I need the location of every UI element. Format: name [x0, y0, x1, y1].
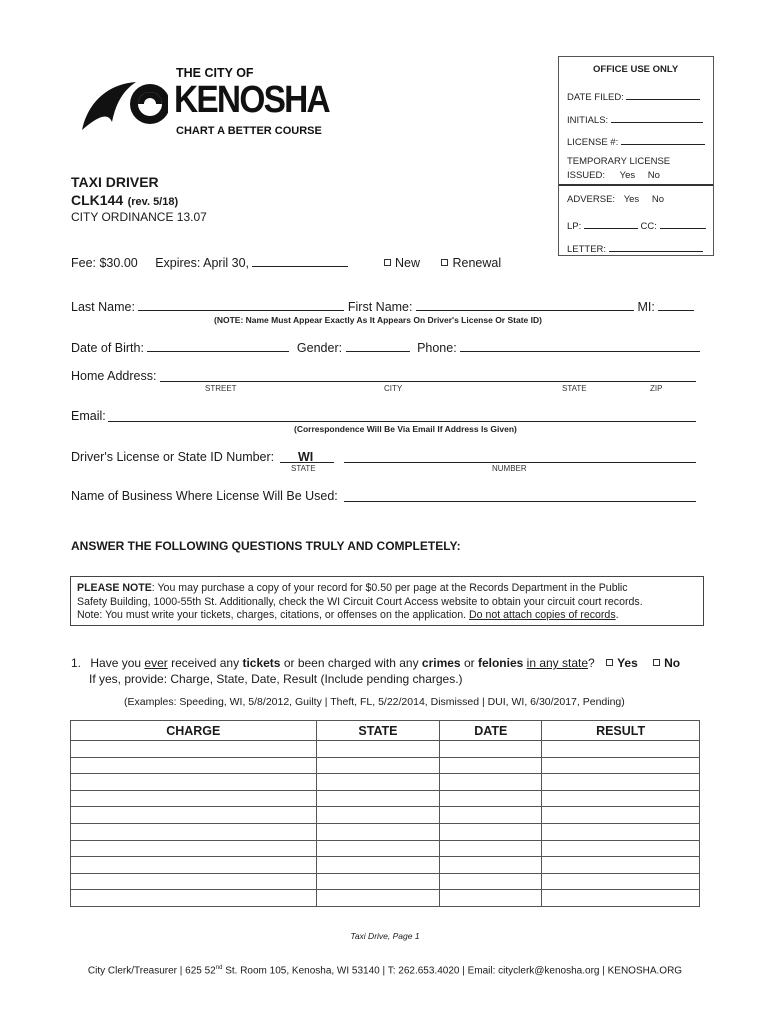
- col-charge: CHARGE: [71, 721, 317, 741]
- cell-charge[interactable]: [71, 873, 317, 890]
- cell-result[interactable]: [542, 857, 700, 874]
- city-logo: [78, 66, 328, 138]
- cell-state[interactable]: [316, 840, 440, 857]
- addr-city-label: CITY: [384, 384, 403, 393]
- license-label: LICENSE #:: [567, 137, 619, 148]
- cell-date[interactable]: [440, 741, 542, 758]
- notice-bold: PLEASE NOTE: [77, 582, 152, 594]
- table-row: [71, 823, 700, 840]
- date-filed-label: DATE FILED:: [567, 92, 624, 103]
- cell-state[interactable]: [316, 873, 440, 890]
- logo-line-2: KENOSHA: [174, 79, 329, 121]
- adverse-yes[interactable]: Yes: [623, 194, 640, 205]
- issued-yes[interactable]: Yes: [619, 170, 636, 181]
- notice-line-3: [77, 609, 697, 623]
- date-filed-field[interactable]: [567, 88, 700, 103]
- col-result: RESULT: [542, 721, 700, 741]
- issued-no[interactable]: No: [647, 170, 660, 181]
- temp-license-label: TEMPORARY LICENSE: [567, 156, 671, 167]
- form-code-line: [71, 192, 178, 210]
- cell-date[interactable]: [440, 840, 542, 857]
- cell-charge[interactable]: [71, 857, 317, 874]
- expires-year-line[interactable]: [252, 255, 348, 267]
- last-name-line[interactable]: [138, 299, 344, 311]
- cell-state[interactable]: [316, 757, 440, 774]
- initials-field[interactable]: [567, 111, 703, 126]
- lp-line[interactable]: [584, 217, 638, 229]
- q1-text: Have you ever received any tickets or been charged with any crimes or felonies in any state?: [90, 656, 595, 670]
- ordinance: CITY ORDINANCE 13.07: [71, 210, 207, 224]
- cell-date[interactable]: [440, 857, 542, 874]
- issued-row: [567, 170, 660, 181]
- table-row: [71, 790, 700, 807]
- email-line[interactable]: [108, 421, 696, 422]
- adverse-row: [567, 194, 664, 205]
- cell-charge[interactable]: [71, 890, 317, 907]
- cell-charge[interactable]: [71, 741, 317, 758]
- notice-box: [70, 576, 704, 626]
- logo-line-1: THE CITY OF: [176, 66, 254, 80]
- col-date: DATE: [440, 721, 542, 741]
- table-row: [71, 741, 700, 758]
- new-label: New: [394, 256, 420, 270]
- cell-date[interactable]: [440, 807, 542, 824]
- office-divider: [559, 184, 713, 186]
- office-title: OFFICE USE ONLY: [593, 64, 679, 75]
- record-table-body: [71, 741, 700, 907]
- cell-result[interactable]: [542, 840, 700, 857]
- fee-row: [71, 255, 501, 270]
- first-name-label: First Name:: [347, 300, 413, 314]
- phone-line[interactable]: [460, 340, 700, 352]
- business-label: Name of Business Where License Will Be Used:: [71, 489, 338, 503]
- cell-charge[interactable]: [71, 774, 317, 791]
- table-row: [71, 757, 700, 774]
- new-option[interactable]: [384, 256, 420, 270]
- q1-instructions: If yes, provide: Charge, State, Date, Result (Include pending charges.): [89, 672, 463, 686]
- business-line[interactable]: [344, 501, 696, 502]
- table-row: [71, 840, 700, 857]
- footer-contact: [0, 965, 770, 976]
- cell-date[interactable]: [440, 790, 542, 807]
- notice-text-1: : You may purchase a copy of your record for $0.50 per page at the Records Department in the Public: [151, 582, 628, 594]
- table-row: [71, 807, 700, 824]
- notice-text-3: Note: You must write your tickets, charges, citations, or offenses on the application.: [77, 609, 469, 621]
- cell-result[interactable]: [542, 807, 700, 824]
- cell-state[interactable]: [316, 823, 440, 840]
- col-state: STATE: [316, 721, 440, 741]
- notice-line-2: Safety Building, 1000-55th St. Additionally, check the WI Circuit Court Access website to obtain your circuit court records.: [77, 595, 643, 608]
- renewal-option[interactable]: [441, 256, 501, 270]
- notice-end: .: [615, 609, 619, 621]
- addr-street-label: STREET: [205, 384, 237, 393]
- issued-label: ISSUED:: [567, 170, 606, 181]
- fee-label: Fee: $30.00: [71, 256, 138, 270]
- mi-line[interactable]: [658, 299, 694, 311]
- q1-no-option[interactable]: [653, 656, 680, 670]
- cell-state[interactable]: [316, 774, 440, 791]
- cell-state[interactable]: [316, 807, 440, 824]
- addr-zip-label: ZIP: [650, 384, 663, 393]
- first-name-line[interactable]: [416, 299, 634, 311]
- mi-label: MI:: [637, 300, 655, 314]
- last-name-label: Last Name:: [71, 300, 135, 314]
- cell-state[interactable]: [316, 890, 440, 907]
- questions-heading: ANSWER THE FOLLOWING QUESTIONS TRULY AND COMPLETELY:: [71, 539, 461, 553]
- cell-charge[interactable]: [71, 823, 317, 840]
- name-note: (NOTE: Name Must Appear Exactly As It Appears On Driver's License Or State ID): [214, 315, 542, 325]
- cell-result[interactable]: [542, 790, 700, 807]
- notice-line-1: [77, 582, 697, 596]
- q1-yes-checkbox[interactable]: [606, 659, 613, 666]
- q1-examples: (Examples: Speeding, WI, 5/8/2012, Guilty | Theft, FL, 5/22/2014, Dismissed | DUI, WI, 6/30/2017, Pending): [124, 696, 625, 708]
- table-row: [71, 890, 700, 907]
- renewal-label: Renewal: [452, 256, 502, 270]
- q1-number: 1.: [71, 656, 82, 670]
- letter-label: LETTER:: [567, 244, 607, 255]
- renewal-checkbox[interactable]: [441, 259, 448, 266]
- dob-label: Date of Birth:: [71, 341, 144, 355]
- q1-yes-option[interactable]: [606, 656, 638, 670]
- table-row: [71, 774, 700, 791]
- footer-sup: nd: [215, 965, 223, 971]
- cell-result[interactable]: [542, 823, 700, 840]
- wave-icon: [78, 72, 168, 136]
- lp-label: LP:: [567, 221, 582, 232]
- cell-date[interactable]: [440, 873, 542, 890]
- cell-result[interactable]: [542, 890, 700, 907]
- cc-line[interactable]: [660, 217, 706, 229]
- dl-state-value[interactable]: WI: [298, 450, 314, 464]
- cell-date[interactable]: [440, 823, 542, 840]
- home-address-label: Home Address:: [71, 369, 157, 383]
- cell-date[interactable]: [440, 774, 542, 791]
- question-1: [71, 656, 680, 670]
- record-table: [70, 720, 700, 907]
- dl-state-label: STATE: [291, 464, 316, 473]
- license-field[interactable]: [567, 133, 705, 148]
- cell-state[interactable]: [316, 790, 440, 807]
- gender-line[interactable]: [346, 340, 410, 352]
- table-row: [71, 873, 700, 890]
- home-address-line[interactable]: [160, 381, 696, 382]
- gender-label: Gender:: [296, 341, 343, 355]
- dl-number-label: NUMBER: [492, 464, 527, 473]
- office-use-box: [558, 56, 714, 256]
- initials-label: INITIALS:: [567, 115, 609, 126]
- cell-charge[interactable]: [71, 790, 317, 807]
- q1-no-label: No: [664, 656, 681, 670]
- adverse-no[interactable]: No: [651, 194, 664, 205]
- dl-label: Driver's License or State ID Number:: [71, 450, 275, 464]
- q1-yes-label: Yes: [617, 656, 638, 670]
- cell-charge[interactable]: [71, 757, 317, 774]
- lp-cc-row: [567, 217, 706, 232]
- cc-label: CC:: [640, 221, 657, 232]
- notice-underline: Do not attach copies of records: [468, 609, 616, 621]
- new-checkbox[interactable]: [384, 259, 391, 266]
- cell-state[interactable]: [316, 741, 440, 758]
- dl-number-line[interactable]: [344, 462, 696, 463]
- dl-state-line[interactable]: [280, 462, 334, 463]
- cell-date[interactable]: [440, 890, 542, 907]
- cell-result[interactable]: [542, 757, 700, 774]
- adverse-label: ADVERSE:: [567, 194, 616, 205]
- dob-row: [71, 340, 700, 355]
- cell-charge[interactable]: [71, 807, 317, 824]
- cell-state[interactable]: [316, 857, 440, 874]
- table-row: [71, 857, 700, 874]
- email-note: (Correspondence Will Be Via Email If Address Is Given): [294, 424, 517, 434]
- dob-line[interactable]: [147, 340, 289, 352]
- phone-label: Phone:: [417, 341, 457, 355]
- form-code: CLK144: [71, 192, 124, 208]
- letter-field[interactable]: [567, 240, 703, 255]
- name-row: [71, 299, 694, 314]
- form-revision: (rev. 5/18): [127, 196, 179, 208]
- table-header-row: [71, 721, 700, 741]
- page-number: Taxi Drive, Page 1: [350, 931, 420, 941]
- cell-date[interactable]: [440, 757, 542, 774]
- footer-contact-a: City Clerk/Treasurer | 625 52: [87, 965, 216, 977]
- cell-result[interactable]: [542, 873, 700, 890]
- cell-result[interactable]: [542, 741, 700, 758]
- cell-charge[interactable]: [71, 840, 317, 857]
- cell-result[interactable]: [542, 774, 700, 791]
- footer-contact-b: St. Room 105, Kenosha, WI 53140 | T: 262.653.4020 | Email: cityclerk@kenosha.org | KENOSHA.ORG: [222, 965, 683, 977]
- expires-label: Expires: April 30,: [155, 256, 249, 270]
- addr-state-label: STATE: [562, 384, 587, 393]
- logo-line-3: CHART A BETTER COURSE: [176, 125, 322, 137]
- form-title: TAXI DRIVER: [71, 174, 159, 190]
- email-label: Email:: [71, 409, 106, 423]
- q1-no-checkbox[interactable]: [653, 659, 660, 666]
